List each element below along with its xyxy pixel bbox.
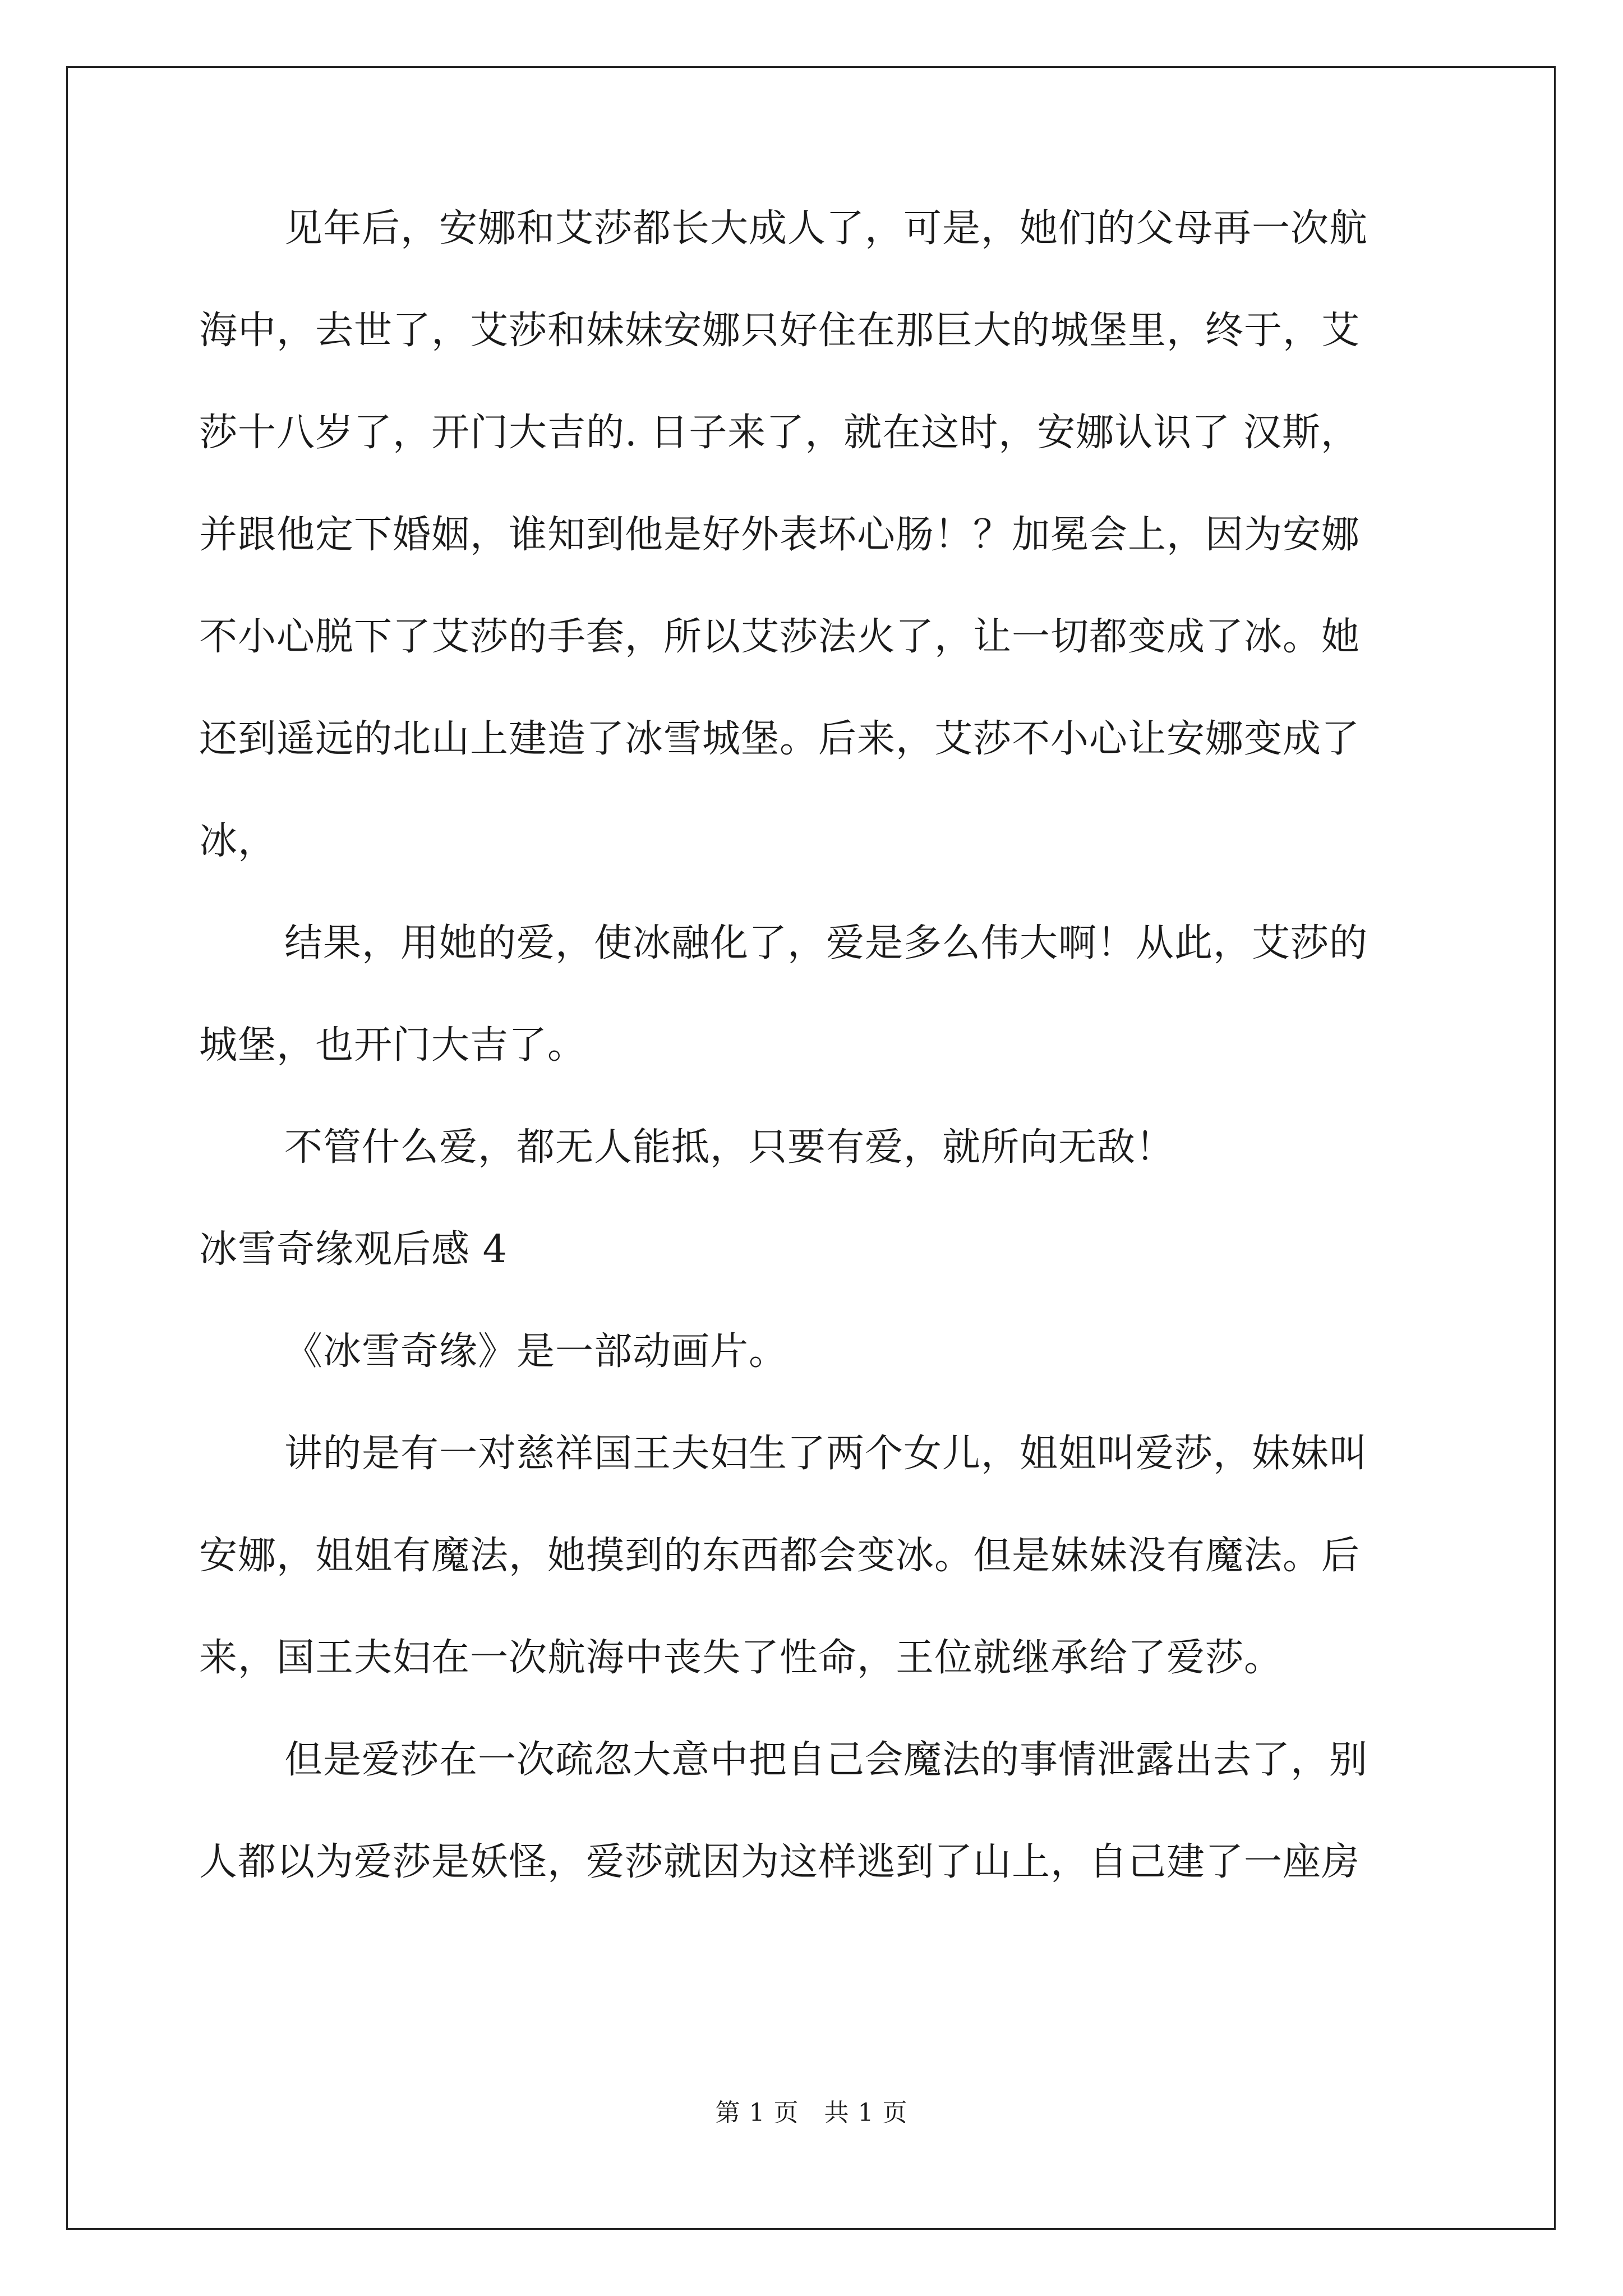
paragraph-line: 海中，去世了，艾莎和妹妹安娜只好住在那巨大的城堡里，终于，艾 bbox=[199, 309, 1361, 353]
document-body bbox=[199, 206, 1433, 1945]
paragraph-line: 讲的是有一对慈祥国王夫妇生了两个女儿，姐姐叫爱莎，妹妹叫 bbox=[284, 1432, 1368, 1476]
paragraph-line: 但是爱莎在一次疏忽大意中把自己会魔法的事情泄露出去了，别 bbox=[284, 1738, 1368, 1782]
paragraph-line: 《冰雪奇缘》是一部动画片。 bbox=[284, 1329, 788, 1374]
paragraph-line: 结果，用她的爱，使冰融化了，爱是多么伟大啊！从此，艾莎的 bbox=[284, 921, 1368, 965]
paragraph-line: 冰， bbox=[199, 819, 277, 863]
paragraph-line: 不小心脱下了艾莎的手套，所以艾莎法火了，让一切都变成了冰。她 bbox=[199, 615, 1361, 659]
page-footer: 第 1 页 共 1 页 bbox=[715, 2099, 908, 2127]
paragraph-line: 见年后，安娜和艾莎都长大成人了，可是，她们的父母再一次航 bbox=[284, 206, 1368, 251]
paragraph-line: 来，国王夫妇在一次航海中丧失了性命，王位就继承给了爱莎。 bbox=[199, 1636, 1283, 1680]
paragraph-line: 不管什么爱，都无人能抵，只要有爱，就所向无敌！ bbox=[284, 1125, 1175, 1170]
paragraph-line: 并跟他定下婚姻，谁知到他是好外表坏心肠！？加冕会上，因为安娜 bbox=[199, 513, 1361, 557]
section-heading: 冰雪奇缘观后感 4 bbox=[199, 1227, 508, 1272]
paragraph-line: 还到遥远的北山上建造了冰雪城堡。后来，艾莎不小心让安娜变成了 bbox=[199, 717, 1361, 761]
paragraph-line: 安娜，姐姐有魔法，她摸到的东西都会变冰。但是妹妹没有魔法。后 bbox=[199, 1534, 1361, 1578]
paragraph-line: 莎十八岁了，开门大吉的. 日子来了，就在这时，安娜认识了 汉斯， bbox=[199, 411, 1359, 455]
paragraph-line: 城堡，也开门大吉了。 bbox=[199, 1023, 587, 1068]
paragraph-line: 人都以为爱莎是妖怪，爱莎就因为这样逃到了山上，自己建了一座房 bbox=[199, 1840, 1361, 1884]
